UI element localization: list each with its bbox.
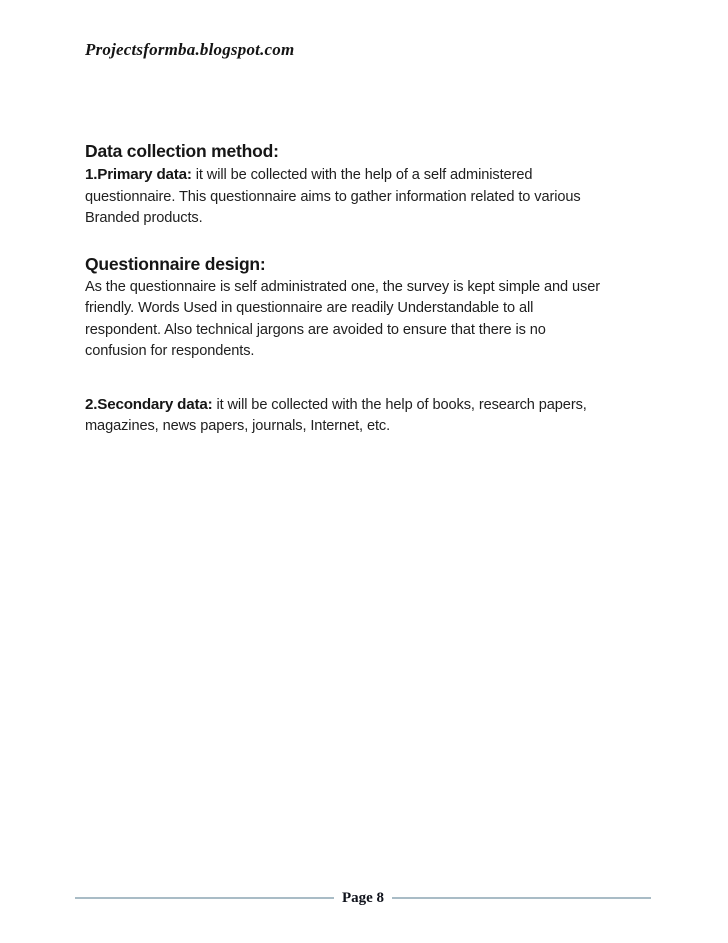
text-line-rest: it will be collected with the help of a self administered [195, 167, 533, 183]
heading-questionnaire-design: Questionnaire design: [85, 253, 266, 274]
secondary-data-paragraph [85, 394, 685, 438]
text-line [85, 164, 685, 187]
secondary-data-label: 2.Secondary data: [85, 395, 213, 413]
header-site-url: Projectsformba.blogspot.com [85, 40, 295, 59]
text-line: As the questionnaire is self administrated one, the survey is kept simple and user [85, 278, 601, 295]
text-line: friendly. Words Used in questionnaire are readily Understandable to all [85, 300, 534, 316]
text-line-rest: it will be collected with the help of books, research papers, [216, 396, 587, 413]
footer-rule-right [392, 897, 651, 899]
page-content [85, 139, 685, 438]
footer-rule-left [75, 897, 334, 899]
page-number: Page 8 [341, 889, 385, 906]
primary-data-label: 1.Primary data: [85, 166, 192, 183]
heading-data-collection-method: Data collection method: [85, 141, 279, 161]
primary-data-paragraph [85, 164, 685, 230]
text-line: questionnaire. This questionnaire aims to gather information related to various [85, 188, 581, 205]
text-line: confusion for respondents. [85, 343, 255, 359]
page-footer [75, 889, 651, 907]
text-line: magazines, news papers, journals, Internet, etc. [85, 418, 391, 434]
questionnaire-design-paragraph [85, 277, 685, 363]
text-line [85, 394, 685, 417]
text-line: Branded products. [85, 210, 203, 226]
text-line: respondent. Also technical jargons are avoided to ensure that there is no [85, 321, 546, 338]
